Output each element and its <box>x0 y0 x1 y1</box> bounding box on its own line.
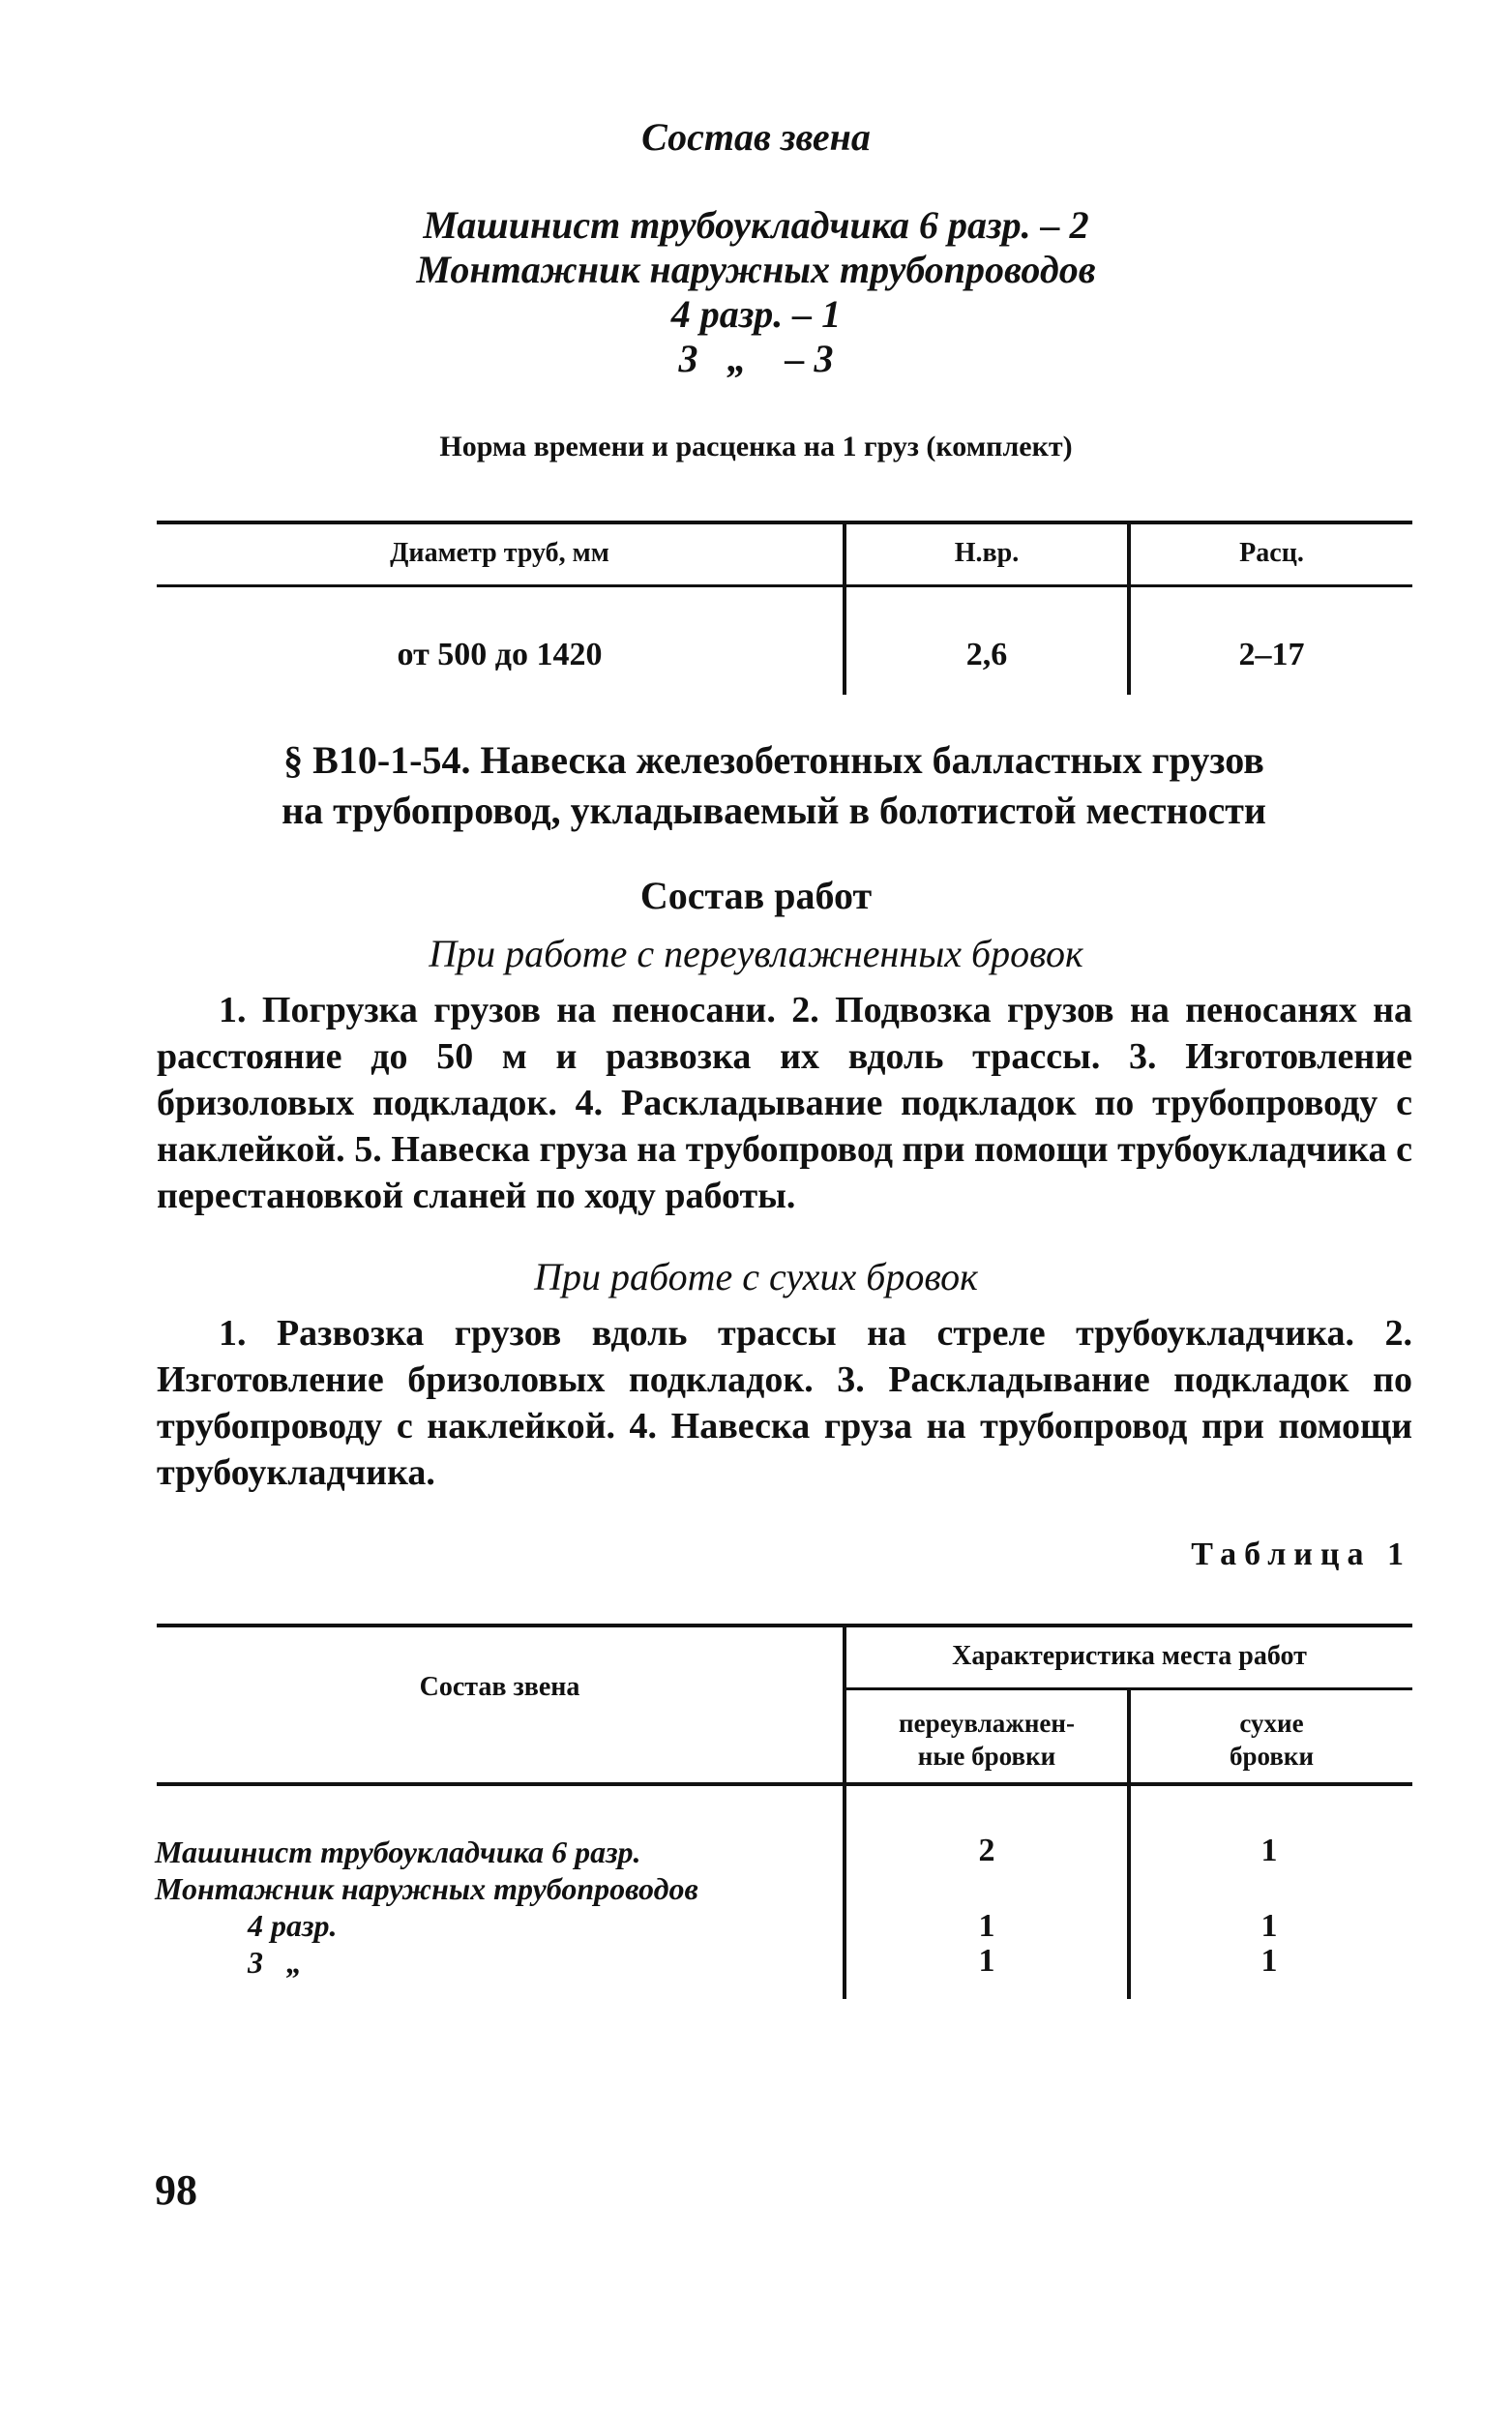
crew-line: Машинист трубоукладчика 6 разр. – 2 <box>423 203 1089 247</box>
table-rule-top <box>157 521 1412 524</box>
crew-line: 3 „ – 3 <box>678 337 834 380</box>
table1-row-dry: 1 <box>1260 1943 1278 1979</box>
section-heading <box>145 735 1403 836</box>
table1-header-crew: Состав звена <box>419 1672 580 1702</box>
subheading-wet: При работе с переувлажненных бровок <box>429 932 1083 975</box>
norm-header-time: Н.вр. <box>954 538 1020 568</box>
norm-cell-time: 2,6 <box>965 637 1008 672</box>
table1-header-dry <box>1131 1707 1412 1773</box>
table-divider <box>843 1624 846 1999</box>
crew-line: 4 разр. – 1 <box>670 292 842 336</box>
norm-header-diameter: Диаметр труб, мм <box>390 538 609 568</box>
table1-row-crew: 4 разр. <box>155 1908 338 1943</box>
paragraph-wet: 1. Погрузка грузов на пеносани. 2. Подвозка грузов на пеносанях на расстояние до 50 м и развозка их вдоль трассы. 3. Изготовление бризоловых подкладок. 4. Раскладывание подкладок по трубопроводу с наклейкой. 5. Навеска груза на трубопровод при помощи трубоукладчика с перестановкой сланей по ходу работы. <box>157 990 1412 1216</box>
table1-row-crew: 3 „ <box>155 1945 302 1980</box>
table1-row-dry: 1 <box>1260 1908 1278 1944</box>
table-rule-header <box>157 584 1412 587</box>
crew-line: Монтажник наружных трубопроводов <box>416 248 1096 291</box>
subheading-dry: При работе с сухих бровок <box>534 1255 978 1298</box>
crew-title: Состав звена <box>641 115 871 159</box>
section-heading-line: на трубопровод, укладываемый в болотистой местности <box>282 789 1266 832</box>
table1-row-dry: 1 <box>1260 1833 1278 1868</box>
header-line: бровки <box>1229 1742 1315 1771</box>
table-rule-top <box>157 1624 1412 1627</box>
table-label: Таблица 1 <box>1191 1536 1411 1572</box>
table1-row-crew: Машинист трубоукладчика 6 разр. <box>155 1834 641 1869</box>
table1-row-wet: 2 <box>978 1833 995 1868</box>
norm-table-title: Норма времени и расценка на 1 груз (комплект) <box>439 431 1073 462</box>
header-line: переувлажнен- <box>899 1709 1075 1738</box>
crew-list <box>0 203 1512 381</box>
table1-row-crew: Монтажник наружных трубопроводов <box>155 1871 698 1906</box>
norm-cell-rate: 2–17 <box>1238 637 1305 672</box>
header-line: ные бровки <box>917 1742 1056 1771</box>
table1-row-wet: 1 <box>978 1943 995 1979</box>
norm-header-rate: Расц. <box>1239 538 1304 568</box>
table1-row-wet: 1 <box>978 1908 995 1944</box>
page-number: 98 <box>155 2166 197 2214</box>
table1-header-group: Характеристика места работ <box>952 1641 1307 1671</box>
paragraph-dry: 1. Развозка грузов вдоль трассы на стреле трубоукладчика. 2. Изготовление бризоловых подкладок. 3. Раскладывание подкладок по трубопроводу с наклейкой. 4. Навеска груза на трубопровод при помощи трубоукладчика. <box>157 1313 1412 1493</box>
section-heading-line: § В10-1-54. Навеска железобетонных балластных грузов <box>283 738 1264 782</box>
table-rule-header <box>157 1782 1412 1786</box>
header-line: сухие <box>1239 1709 1304 1738</box>
work-composition-title: Состав работ <box>639 874 873 917</box>
norm-cell-diameter: от 500 до 1420 <box>397 637 603 672</box>
table1-header-wet <box>846 1707 1127 1773</box>
